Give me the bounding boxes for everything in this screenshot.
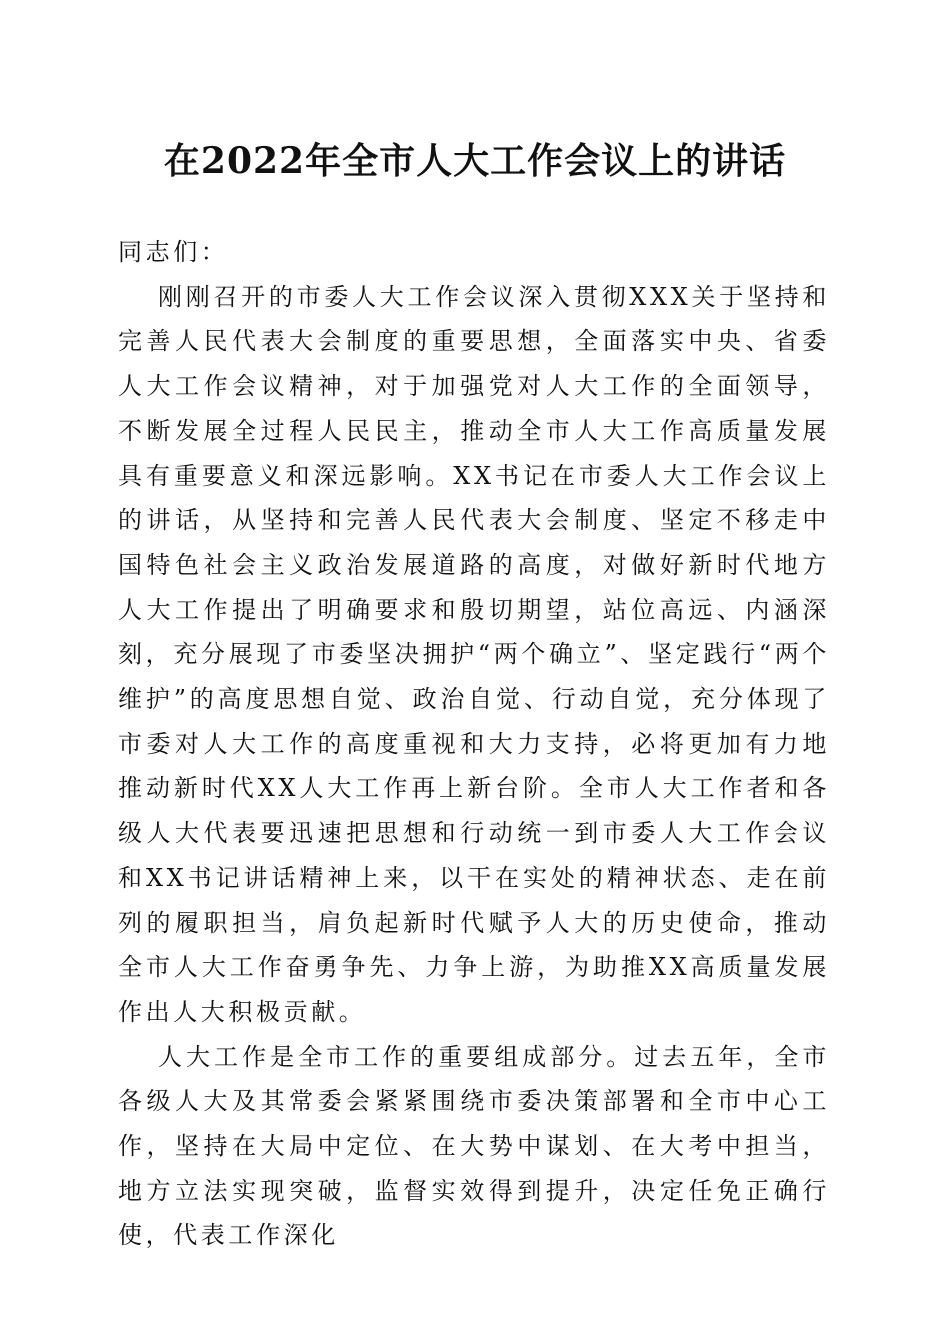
paragraph-2: 人大工作是全市工作的重要组成部分。过去五年，全市各级人大及其常委会紧紧围绕市委决策部署和全市中心工作，坚持在大局中定位、在大势中谋划、在大考中担当，地方立法实现突破，监督实效得到提升，决定任免正确行使，代表工作深化	[118, 1042, 830, 1250]
document-title: 在2022年全市人大工作会议上的讲话	[163, 140, 787, 182]
salutation: 同志们：	[118, 238, 229, 266]
document-body	[118, 230, 830, 1258]
paragraph-1: 刚刚召开的市委人大工作会议深入贯彻XXX关于坚持和完善人民代表大会制度的重要思想，全面落实中央、省委人大工作会议精神，对于加强党对人大工作的全面领导，不断发展全过程人民民主，推动全市人大工作高质量发展具有重要意义和深远影响。XX书记在市委人大工作会议上的讲话，从坚持和完善人民代表大会制度、坚定不移走中国特色社会主义政治发展道路的高度，对做好新时代地方人大工作提出了明确要求和殷切期望，站位高远、内涵深刻，充分展现了市委坚决拥护“两个确立”、坚定践行“两个维护”的高度思想自觉、政治自觉、行动自觉，充分体现了市委对人大工作的高度重视和大力支持，必将更加有力地推动新时代XX人大工作再上新台阶。全市人大工作者和各级人大代表要迅速把思想和行动统一到市委人大工作会议和XX书记讲话精神上来，以干在实处的精神状态、走在前列的履职担当，肩负起新时代赋予人大的历史使命，推动全市人大工作奋勇争先、力争上游，为助推XX高质量发展作出人大积极贡献。	[118, 282, 830, 1026]
